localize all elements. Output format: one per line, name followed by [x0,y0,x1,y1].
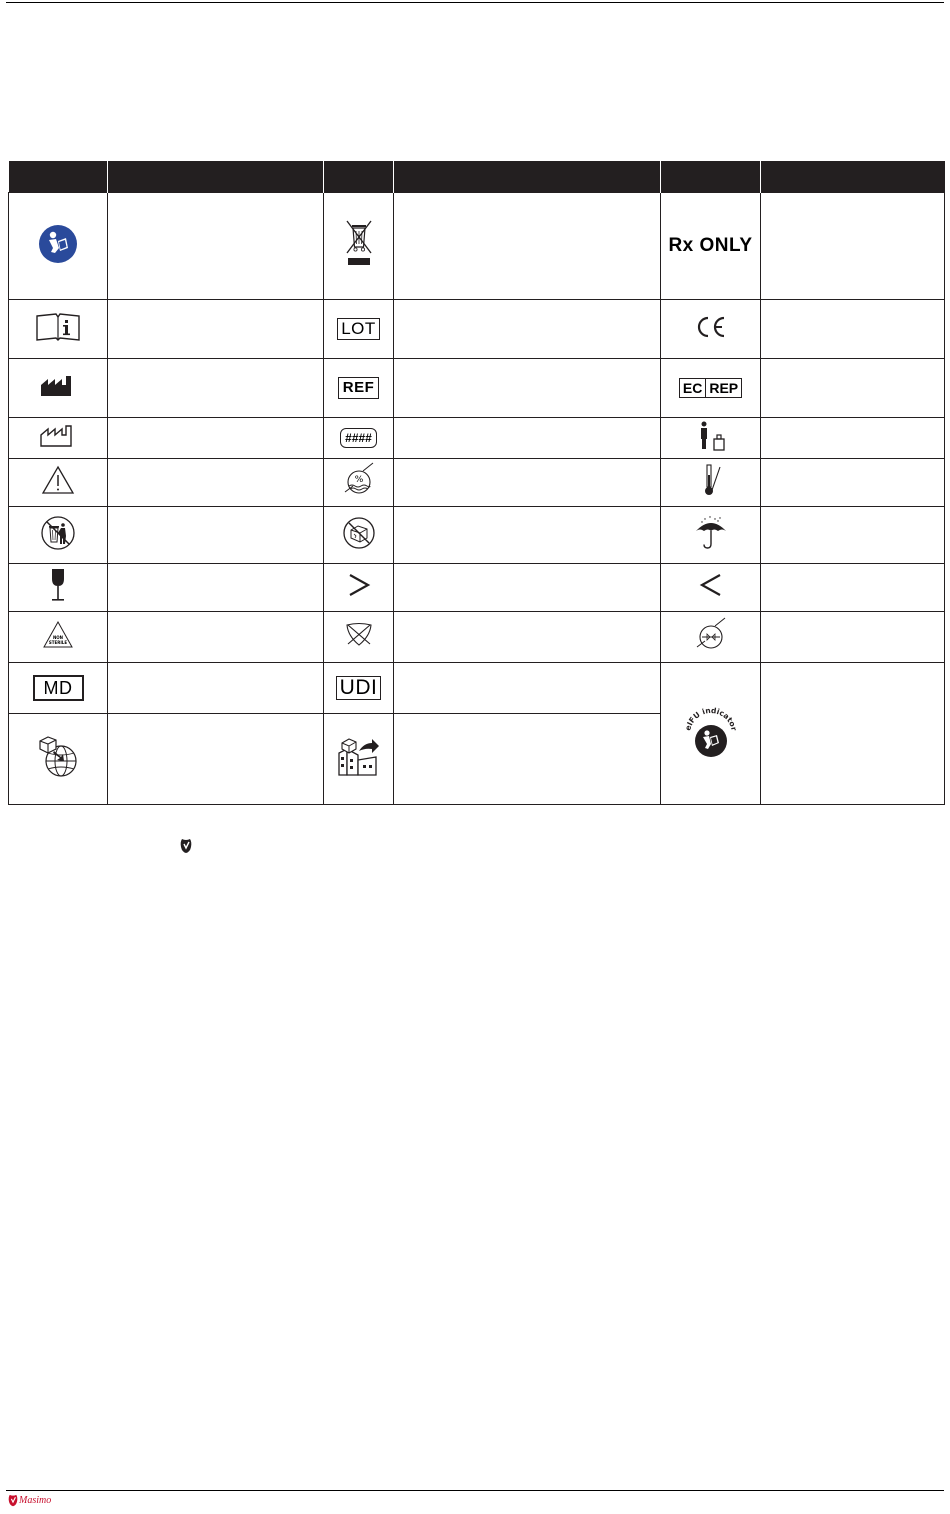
temperature-limitation-icon [696,463,726,497]
header-symbol-2 [324,161,394,193]
ec-rep-ec: EC [682,380,703,396]
table-row [9,564,945,612]
description-cell [394,193,661,300]
non-label: NON [52,634,64,640]
no-trash-disposal-icon [40,515,76,551]
description-cell [108,300,324,359]
consult-instructions-icon [35,312,81,342]
lot-label: LOT [337,318,380,340]
description-cell [394,564,661,612]
description-cell [394,663,661,714]
humidity-limitation-icon [339,462,379,498]
symbol-cell [9,300,108,359]
top-rule [6,2,944,3]
table-row [9,193,945,300]
description-cell [394,418,661,459]
description-cell [108,418,324,459]
description-cell [394,459,661,507]
description-cell [394,612,661,663]
table-header-row [9,161,945,193]
description-cell [394,359,661,418]
ec-rep-label [679,378,742,398]
symbol-cell [9,359,108,418]
rx-only-label: Rx ONLY [668,235,753,256]
description-cell [761,612,945,663]
symbol-cell [9,459,108,507]
table-row [9,612,945,663]
symbol-cell [9,193,108,300]
catalog-number-label: #### [340,428,377,448]
description-cell [108,564,324,612]
symbol-cell [324,418,394,459]
symbol-cell [661,612,761,663]
symbol-cell [661,418,761,459]
description-cell [761,663,945,805]
description-cell [108,612,324,663]
importer-globe-icon [35,734,81,780]
table-row [9,459,945,507]
description-cell [108,507,324,564]
symbol-cell [661,359,761,418]
less-than-icon [698,572,724,598]
symbol-cell [661,193,761,300]
eifu-ring-text: eIFU indicator [682,705,739,732]
atmospheric-pressure-limitation-icon [691,617,731,653]
description-cell [108,359,324,418]
medical-device-label: MD [33,675,84,701]
sterile-label: STERILE [48,639,68,645]
description-cell [761,564,945,612]
symbol-cell [9,418,108,459]
description-cell [108,459,324,507]
ce-mark-icon [694,315,728,339]
manufacturer-icon [40,375,76,397]
do-not-use-if-package-damaged-icon [341,515,377,551]
brand-name: Masimo [19,1495,52,1506]
header-description-2 [394,161,661,193]
header-symbol-3 [661,161,761,193]
udi-label: UDI [336,676,382,700]
header-description-1 [108,161,324,193]
description-cell [761,300,945,359]
date-of-manufacture-icon [40,425,76,447]
bottom-rule [6,1490,944,1491]
follow-instructions-icon [38,224,78,264]
symbol-cell [324,359,394,418]
symbol-cell [661,300,761,359]
eifu-indicator-icon [681,701,741,761]
table-row [9,359,945,418]
humidity-percent: % [354,475,363,485]
symbol-cell [661,564,761,612]
description-cell [108,193,324,300]
symbol-cell [9,714,108,805]
weee-crossed-bin-icon [342,219,376,269]
symbol-cell [9,663,108,714]
distributor-building-icon [336,735,382,779]
description-cell [761,418,945,459]
not-made-with-natural-rubber-latex-icon [344,622,374,648]
symbol-cell [324,564,394,612]
symbols-table [8,161,945,805]
greater-than-icon [346,572,372,598]
description-cell [394,714,661,805]
symbol-cell [324,714,394,805]
table-row [9,300,945,359]
non-sterile-icon [43,621,73,649]
symbol-cell [324,459,394,507]
symbol-cell [324,507,394,564]
footer-brand [8,1494,51,1507]
header-symbol-1 [9,161,108,193]
description-cell [761,359,945,418]
symbol-cell [661,663,761,805]
description-cell [761,507,945,564]
caution-icon [41,465,75,495]
header-description-3 [761,161,945,193]
masimo-mark-icon [180,838,192,854]
symbol-cell [661,507,761,564]
symbol-cell [9,564,108,612]
table-row [9,507,945,564]
symbol-cell [324,300,394,359]
body-weight-icon [696,421,726,451]
masimo-logo-icon [8,1494,18,1507]
keep-dry-icon [693,515,729,551]
fragile-glass-icon [47,567,69,603]
description-cell [394,300,661,359]
ref-label: REF [338,377,380,399]
description-cell [394,507,661,564]
table-row [9,418,945,459]
symbol-cell [324,663,394,714]
symbol-cell [324,193,394,300]
description-cell [761,193,945,300]
symbol-cell [661,459,761,507]
ec-rep-rep: REP [705,379,741,397]
symbol-cell [324,612,394,663]
description-cell [761,459,945,507]
symbol-cell [9,612,108,663]
table-row [9,663,945,714]
description-cell [108,663,324,714]
description-cell [108,714,324,805]
symbol-cell [9,507,108,564]
